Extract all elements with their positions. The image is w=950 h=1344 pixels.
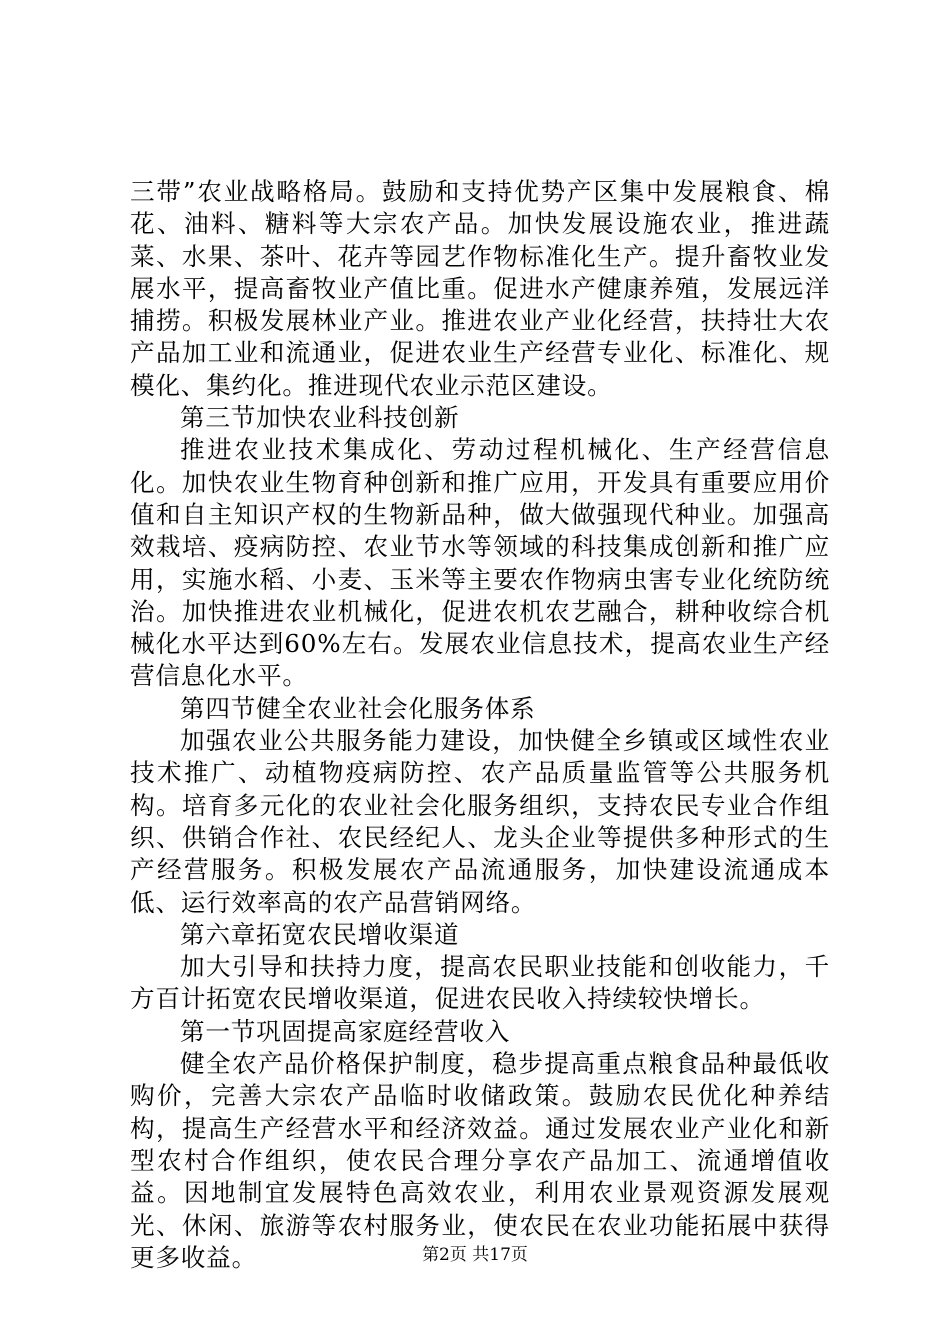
- section-heading-tech-innovation: 第三节加快农业科技创新: [180, 403, 460, 433]
- paragraph-agri-layout: 三带”农业战略格局。鼓励和支持优势产区集中发展粮食、棉花、油料、糖料等大宗农产品。加快发展设施农业，推进蔬菜、水果、茶叶、花卉等园艺作物标准化生产。提升畜牧业发展水平，提高畜牧业产值比重。促进水产健康养殖，发展远洋捕捞。积极发展林业产业。推进农业产业化经营，扶持壮大农产品加工业和流通业，促进农业生产经营专业化、标准化、规模化、集约化。推进现代农业示范区建设。: [130, 177, 830, 400]
- chapter-heading-farmer-income: 第六章拓宽农民增收渠道: [180, 919, 460, 949]
- document-body: [130, 176, 830, 1274]
- paragraph-tech-innovation: 推进农业技术集成化、劳动过程机械化、生产经营信息化。加快农业生物育种创新和推广应用，开发具有重要应用价值和自主知识产权的生物新品种，做大做强现代种业。加强高效栽培、疫病防控、农业节水等领域的科技集成创新和推广应用，实施水稻、小麦、玉米等主要农作物病虫害专业化统防统治。加快推进农业机械化，促进农机农艺融合，耕种收综合机械化水平达到60%左右。发展农业信息技术，提高农业生产经营信息化水平。: [130, 435, 830, 691]
- section-heading-social-services: 第四节健全农业社会化服务体系: [180, 693, 536, 723]
- paragraph-farmer-income: 加大引导和扶持力度，提高农民职业技能和创收能力，千方百计拓宽农民增收渠道，促进农民收入持续较快增长。: [130, 952, 830, 1014]
- paragraph-social-services: 加强农业公共服务能力建设，加快健全乡镇或区域性农业技术推广、动植物疫病防控、农产品质量监管等公共服务机构。培育多元化的农业社会化服务组织，支持农民专业合作组织、供销合作社、农民经纪人、龙头企业等提供多种形式的生产经营服务。积极发展农产品流通服务，加快建设流通成本低、运行效率高的农产品营销网络。: [130, 726, 830, 917]
- section-heading-household-income: 第一节巩固提高家庭经营收入: [180, 1016, 511, 1046]
- paragraph-household-income: 健全农产品价格保护制度，稳步提高重点粮食品种最低收购价，完善大宗农产品临时收储政策。鼓励农民优化种养结构，提高生产经营水平和经济效益。通过发展农业产业化和新型农村合作组织，使农民合理分享农产品加工、流通增值收益。因地制宜发展特色高效农业，利用农业景观资源发展观光、休闲、旅游等农村服务业，使农民在农业功能拓展中获得更多收益。: [130, 1049, 830, 1272]
- page-footer: 第2页 共17页: [422, 1245, 528, 1265]
